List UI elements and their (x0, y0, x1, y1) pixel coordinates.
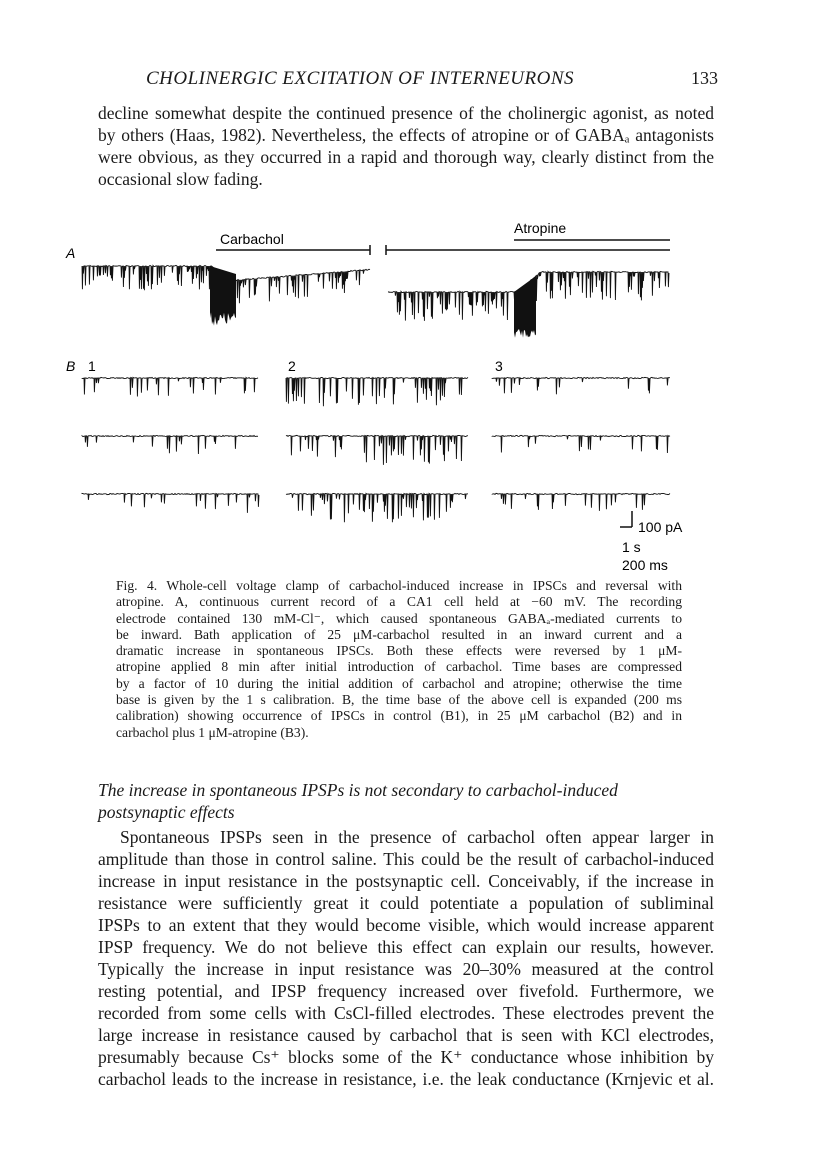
caption-line: calibration) showing occurrence of IPSCs in control (B1), in 25 μM carbachol (B2) and in (116, 708, 682, 724)
body-line: increase in input resistance in the postsynaptic cell. Conceivably, if the increase in (98, 871, 714, 891)
body-line: presumably because Cs⁺ blocks some of the K⁺ conductance whose inhibition by (98, 1047, 714, 1067)
panel-a-label: A (66, 245, 76, 261)
intro-line: decline somewhat despite the continued presence of the cholinergic agonist, as noted (98, 103, 714, 123)
page-number: 133 (691, 68, 718, 88)
scale-bars (620, 511, 683, 573)
body-line: Typically the increase in input resistance was 20–30% measured at the control (98, 959, 714, 979)
trace-b2-row-3 (286, 493, 468, 522)
trace-b1-row-1 (82, 377, 258, 396)
body-line: IPSPs to an extent that they would become visible, which would increase apparent (98, 915, 714, 935)
b2-label: 2 (288, 358, 296, 374)
panel-b-label: B (66, 358, 76, 374)
caption-line: base is given by the 1 s calibration. B, the time base of the above cell is expanded (200 ms (116, 692, 682, 708)
caption-line: atropine applied 8 min after initial introduction of carbachol. Time bases are compressed (116, 659, 682, 675)
body-line: large increase in resistance caused by carbachol that is seen with KCl electrodes, (98, 1025, 714, 1045)
b1-label: 1 (88, 358, 96, 374)
trace-b1-row-2 (82, 435, 258, 454)
figure-caption (116, 578, 682, 741)
intro-line: by others (Haas, 1982). Nevertheless, the effects of atropine or of GABAₐ antagonists (98, 125, 714, 145)
intro-line: occasional slow fading. (98, 169, 263, 189)
trace-b2-row-2 (286, 435, 468, 465)
scale-current-label: 100 pA (638, 519, 683, 535)
trace-a-inward-current (210, 266, 236, 326)
scale-time-label-2: 200 ms (622, 557, 668, 573)
section-heading (98, 779, 714, 823)
caption-line: be inward. Bath application of 25 μM-carbachol resulted in an inward current and a (116, 626, 682, 642)
trace-b3-row-2 (492, 435, 670, 453)
figure-4 (40, 200, 720, 580)
intro-line: were obvious, as they occurred in a rapid and thorough way, clearly distinct from the (98, 147, 714, 167)
body-line: resistance were sufficiently great it could potentiate a population of subliminal (98, 893, 714, 913)
body-line: IPSP frequency. We do not believe this effect can explain our results, however. (98, 937, 714, 957)
trace-b3-row-1 (492, 377, 670, 394)
b-trace-group (82, 377, 670, 522)
body-paragraph (98, 826, 714, 1090)
figure-panel-a (65, 220, 670, 338)
caption-line: atropine. A, continuous current record of a CA1 cell held at −60 mV. The recording (116, 594, 682, 610)
running-header (98, 68, 718, 92)
trace-b2-row-1 (286, 377, 468, 406)
trace-a-reversal (514, 276, 536, 338)
caption-line: Fig. 4. Whole-cell voltage clamp of carbachol-induced increase in IPSCs and reversal with (116, 578, 682, 593)
body-line: recorded from some cells with CsCl-filled electrodes. These electrodes prevent the (98, 1003, 714, 1023)
caption-line: by a factor of 10 during the initial addition of carbachol and atropine; otherwise the time (116, 675, 682, 691)
section-heading-line: The increase in spontaneous IPSPs is not secondary to carbachol-induced (98, 780, 618, 800)
section-heading-line: postsynaptic effects (98, 802, 235, 822)
figure-panel-b (66, 358, 670, 522)
atropine-label: Atropine (514, 220, 567, 236)
body-line: carbachol leads to the increase in resistance, i.e. the leak conductance (Krnjevic et al. (98, 1069, 714, 1089)
body-line: amplitude than those in control saline. This could be the result of carbachol-induced (98, 849, 714, 869)
caption-line: dramatic increase in spontaneous IPSCs. Both these effects were reversed by 1 μM- (116, 643, 683, 659)
b3-label: 3 (495, 358, 503, 374)
running-head-title: CHOLINERGIC EXCITATION OF INTERNEURONS (146, 68, 575, 89)
trace-b1-row-3 (82, 493, 259, 513)
carbachol-label: Carbachol (220, 231, 284, 247)
scale-time-label-1: 1 s (622, 539, 641, 555)
intro-paragraph (98, 102, 714, 190)
caption-line: electrode contained 130 mM-Cl⁻, which caused spontaneous GABAₐ-mediated currents to (116, 610, 682, 626)
body-line: Spontaneous IPSPs seen in the presence of carbachol often appear larger in (120, 827, 714, 847)
trace-b3-row-3 (492, 493, 670, 511)
caption-line: carbachol plus 1 μM-atropine (B3). (116, 724, 309, 740)
body-line: resting potential, and IPSP frequency increased over fivefold. Furthermore, we (98, 981, 714, 1001)
